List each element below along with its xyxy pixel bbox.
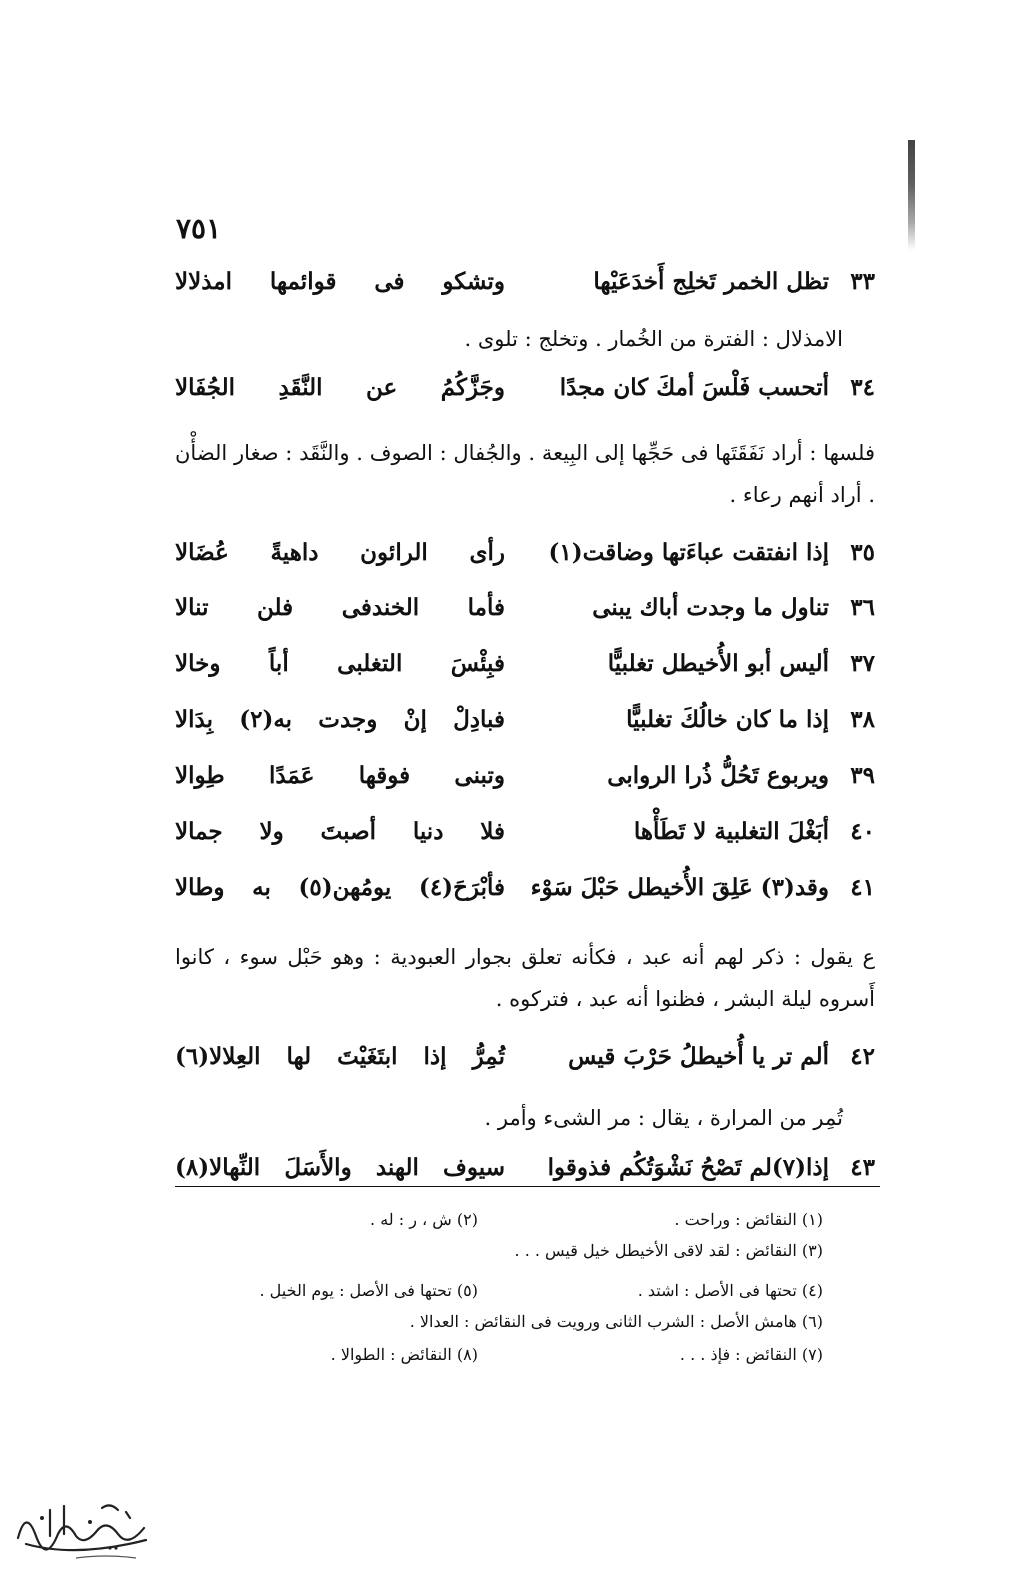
verse-number: ٤٣ [850,1154,875,1181]
verse-first-hemistich: وقد(٣) عَلِقَ الأُخيطل حَبْلَ سَوْء [530,874,829,901]
verse-second-hemistich: سيوف الهند والأَسَلَ النِّهالا(٨) [175,1154,505,1181]
verse-first-hemistich: ويربوع تَحُلُّ ذُرا الروابى [607,762,829,789]
verse-first-hemistich: أليس أبو الأُخيطل تغلبيًّا [607,650,829,677]
verse-first-hemistich: تظل الخمر تَخلِج أَخدَعَيْها [593,268,829,295]
verse-first-hemistich: إذا(٧)لم تَصْحُ نَشْوَتُكُم فذوقوا [547,1154,829,1181]
verse-second-hemistich: تُمِرُّ إذا ابتَغَيْتَ لها العِلالا(٦) [175,1043,505,1070]
verse-number: ٣٩ [850,762,875,789]
almostafa-calligraphy-logo-icon [6,1488,156,1568]
verse-second-hemistich: وجَزَّكُمُ عن النَّقَدِ الجُفَالا [175,374,505,401]
note-verse-41: ع يقول : ذكر لهم أنه عبد ، فكأنه تعلق بجوار العبودية : وهو حَبْل سوء ، كانوا أَسروه ليلة البشر ، فظنوا أنه عبد ، فتركوه . [175,945,875,1011]
verse-second-hemistich: فبِئْسَ التغلبى أباً وخالا [175,650,505,677]
verse-41 [175,874,875,914]
verse-second-hemistich: فلا دنيا أصبتَ ولا جمالا [175,818,505,845]
footnote: (٢) ش ، ر : له . [370,1210,478,1229]
verse-second-hemistich: وتشكو فى قوائمها امذلالا [175,268,505,295]
footnote: (٥) تحتها فى الأصل : يوم الخيل . [259,1281,478,1300]
verse-number: ٤٠ [850,818,875,845]
footnote-separator [175,1186,880,1187]
footnote-row [173,1281,823,1311]
verse-number: ٣٣ [850,268,875,295]
verse-number: ٣٥ [850,539,875,566]
footnote: (١) النقائض : وراحت . [674,1210,823,1229]
verse-number: ٣٨ [850,706,875,733]
verse-43 [175,1154,875,1194]
note-verse-42: تُمِر من المرارة ، يقال : مر الشىء وأمر . [484,1106,843,1130]
note-verse-34: فلسها : أراد نَفَقَتَها فى حَجِّها إلى البِيعة . والجُفال : الصوف . والنَّقَد : صغار الضأْن . أراد أنهم رعاء . [175,441,875,507]
footnote: (٦) هامش الأصل : الشرب الثانى ورويت فى النقائض : العدالا . [409,1312,823,1331]
note-verse-33: الامذلال : الفترة من الخُمار . وتخلج : تلوى . [464,327,843,351]
verse-first-hemistich: أتحسب فَلْسَ أمكَ كان مجدًا [559,374,829,401]
verse-38 [175,706,875,746]
verse-first-hemistich: أبَغْلَ التغلبية لا تَطَأْها [633,818,829,845]
verse-number: ٤٢ [850,1043,875,1070]
page-number: ٧٥١ [176,212,222,245]
verse-number: ٣٧ [850,650,875,677]
verse-second-hemistich: فأبْرَحَ(٤) يومُهن(٥) به وطالا [175,874,505,901]
footnote: (٨) النقائض : الطوالا . [330,1345,478,1364]
verse-36 [175,594,875,634]
verse-number: ٣٦ [850,594,875,621]
footnote-row [173,1312,823,1342]
verse-second-hemistich: فأما الخندفى فلن تنالا [175,594,505,621]
verse-37 [175,650,875,690]
verse-number: ٤١ [850,874,875,901]
verse-35 [175,539,875,579]
verse-second-hemistich: فبادِلْ إنْ وجدت به(٢) بِدَالا [175,706,505,733]
footnote-row [173,1210,823,1240]
footnote: (٤) تحتها فى الأصل : اشتد . [637,1281,823,1300]
verse-39 [175,762,875,802]
verse-34 [175,374,875,414]
verse-40 [175,818,875,858]
footnote: (٣) النقائض : لقد لاقى الأخيطل خيل قيس . . . [514,1241,823,1260]
footnote: (٧) النقائض : فإذ . . . [679,1345,823,1364]
verse-first-hemistich: إذا ما كان خالُكَ تغلبيًّا [626,706,829,733]
footnote-row [173,1241,823,1271]
footnote-row [173,1345,823,1375]
verse-first-hemistich: ألم تر يا أُخيطلُ حَرْبَ قيس [568,1043,829,1070]
verse-33 [175,268,875,308]
verse-42 [175,1043,875,1083]
verse-number: ٣٤ [850,374,875,401]
verse-second-hemistich: رأى الرائون داهيةً عُضَالا [175,539,505,566]
verse-first-hemistich: إذا انفتقت عباءَتها وضاقت(١) [548,539,829,566]
verse-second-hemistich: وتبنى فوقها عَمَدًا طِوالا [175,762,505,789]
verse-first-hemistich: تناول ما وجدت أباك يبنى [592,594,829,621]
scan-edge-mark [908,140,915,250]
